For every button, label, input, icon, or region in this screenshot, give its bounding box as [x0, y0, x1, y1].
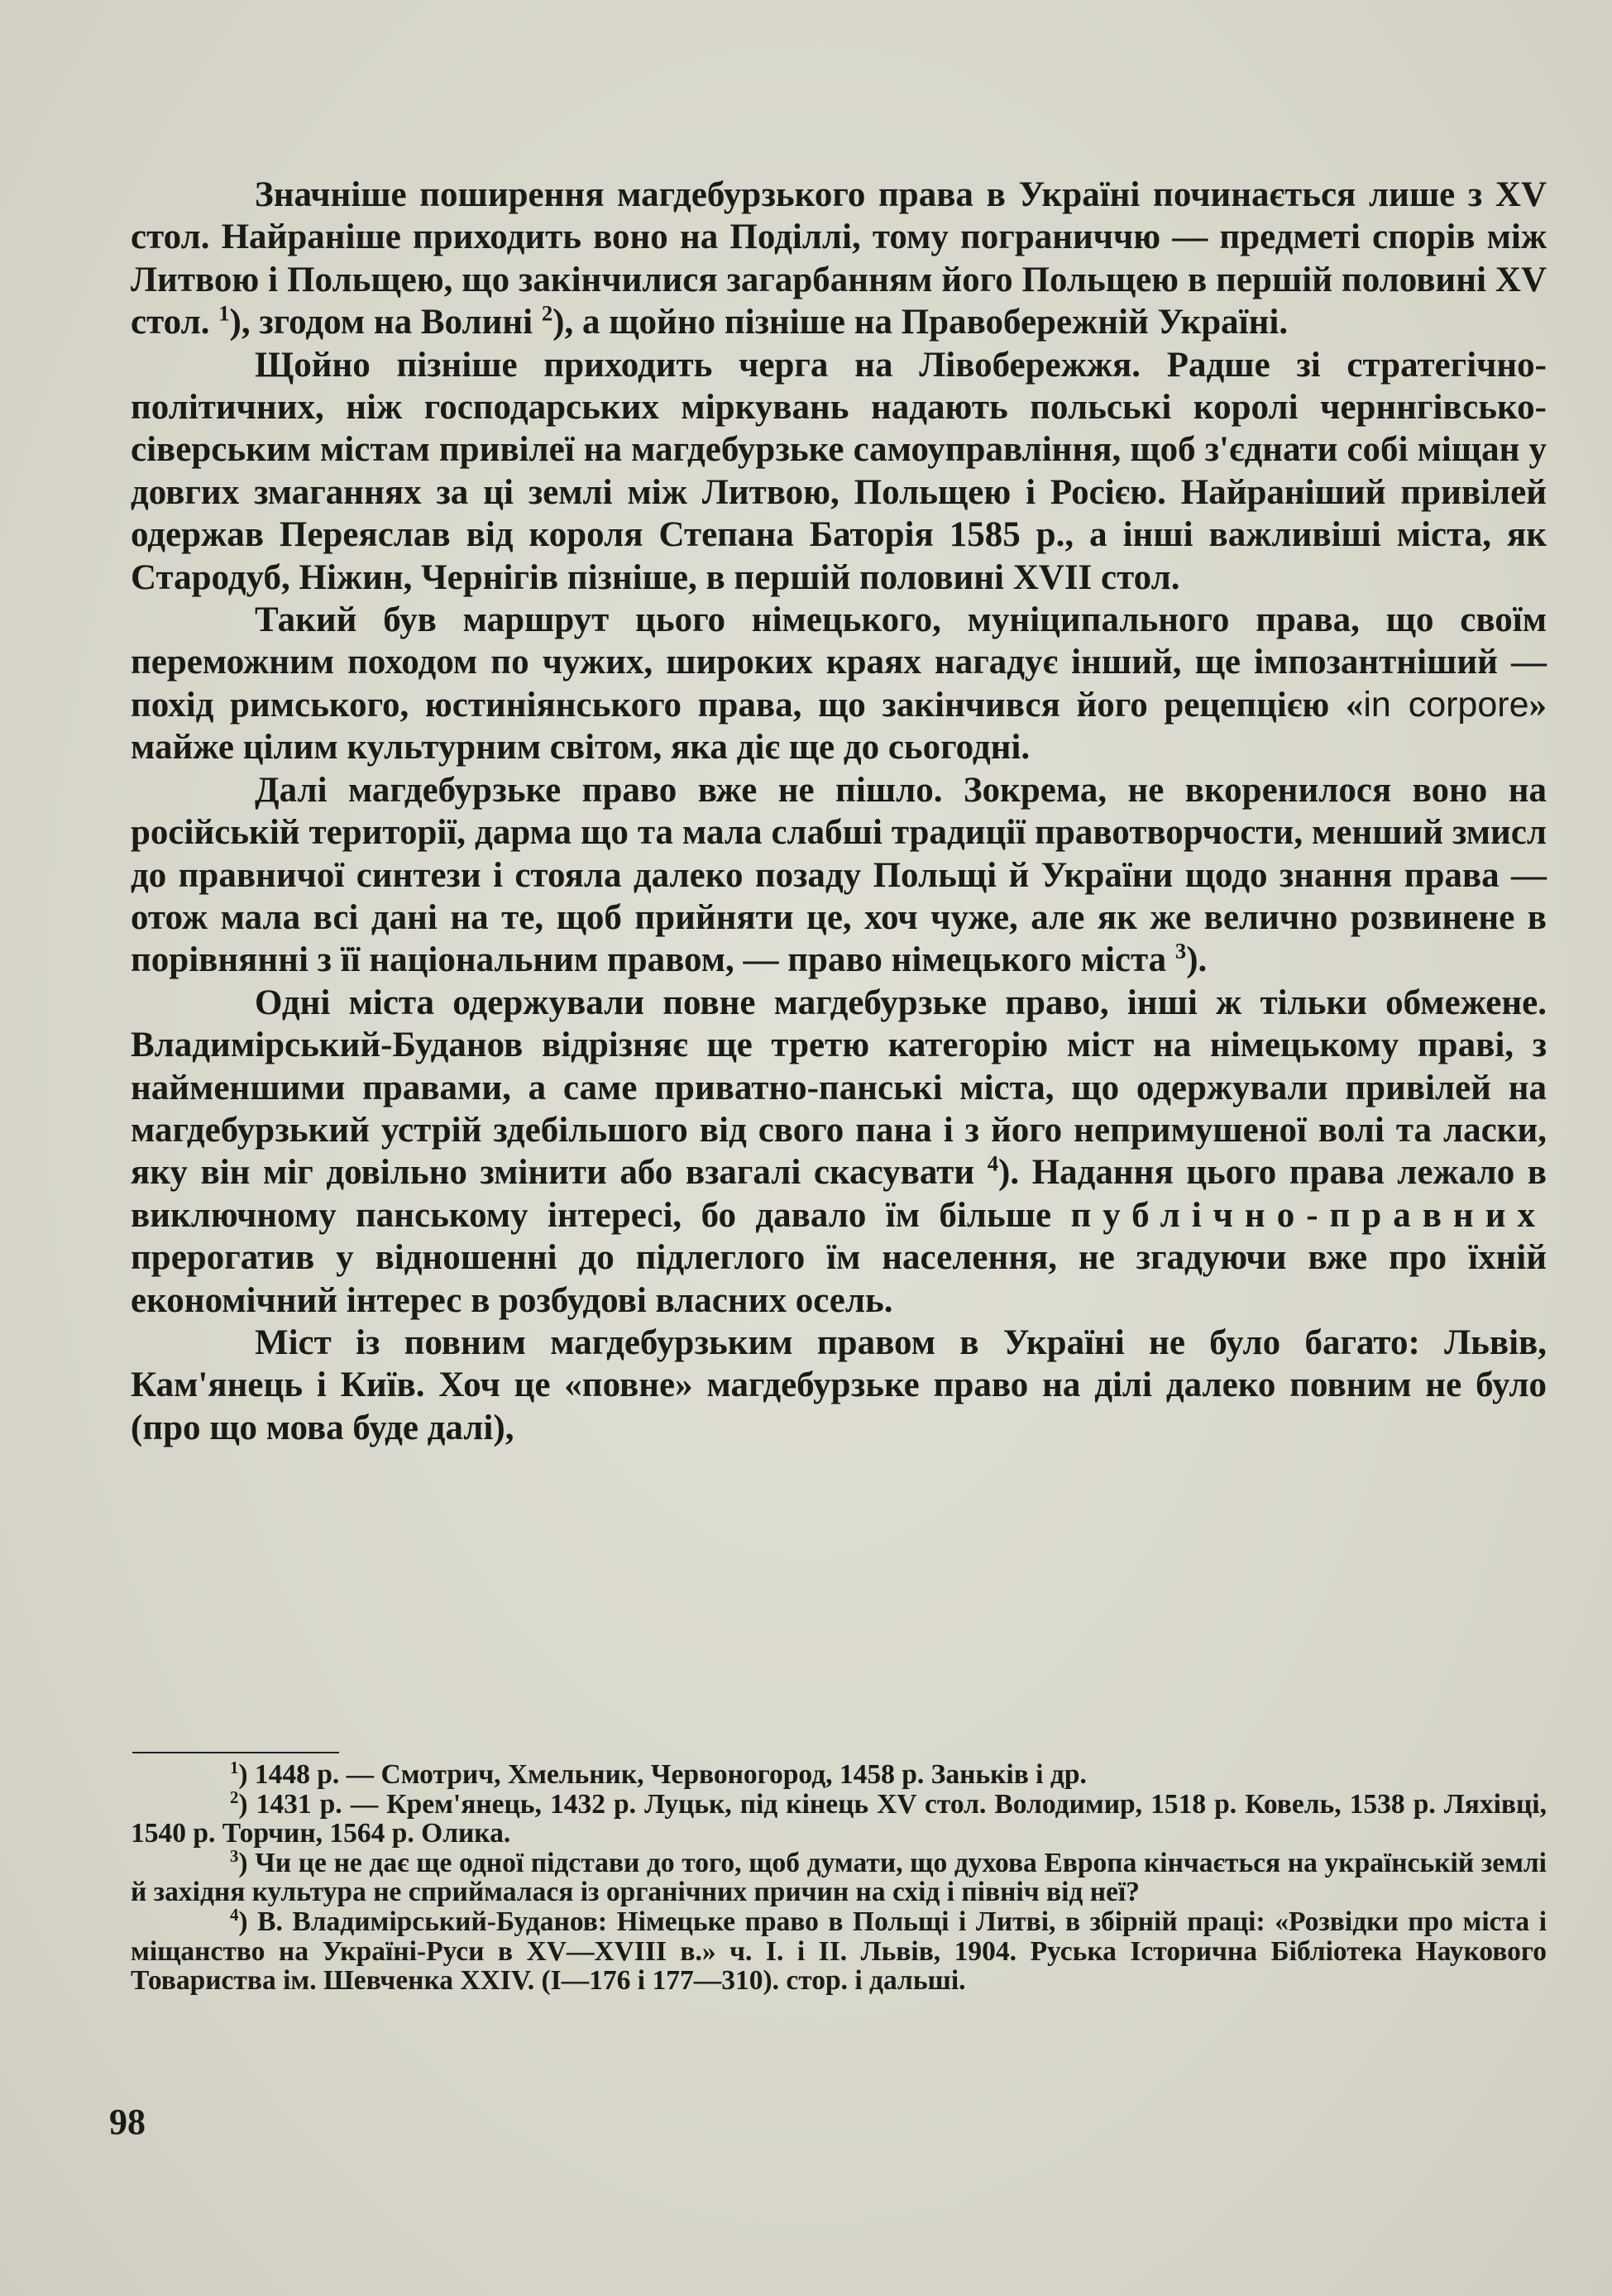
paragraph-5: Одні міста одержували повне магдебурзьке право, інші ж тільки обмежене. Владимірський-Буданов відрізняє ще третю категорію міст на німецькому праві, з найменшими правами, а саме приватно-панські міста, що одержували привілей на магдебурзький устрій здебільшого від свого пана і з його непримушеної волі та ласки, яку він міг довільно змінити або взагалі скасувати $^4$). Надання цього права лежало в виключному панському інтересі, бо давало їм більше публічно-правних прерогатив у відношенні до підлеглого їм населення, не згадуючи вже про їхній економічний інтерес в розбудові власних осель. — [131, 983, 1547, 1320]
paragraph-6: Міст із повним магдебурзьким правом в Україні не було багато: Львів, Кам'янець і Київ. Хоч це «повне» магдебурзьке право на ділі далеко повним не було (про що мова буде далі), — [131, 1323, 1547, 1447]
footnotes — [131, 1760, 1547, 1996]
footnote-divider — [132, 1752, 339, 1753]
paragraph-3: Такий був маршрут цього німецького, муніципального права, що своїм переможним походом по чужих, широких краях нагадує інший, ще імпозантніший — похід римського, юстиніянського права, що закінчився його рецепцією «in corpore» майже цілим культурним світом, яка діє ще до сьогодні. — [131, 600, 1547, 768]
paragraph-2: Щойно пізніше приходить черга на Лівобережжя. Радше зі стратегічно-політичних, ніж господарських міркувань надають польські королі черннгівсько-сіверським містам привілеї на магдебурзьке самоуправління, щоб з'єднати собі міщан у довгих змаганнях за ці землі між Литвою, Польщею і Росією. Найраніший привілей одержав Переяслав від короля Степана Баторія 1585 р., а інші важливіші міста, як Стародуб, Ніжин, Чернігів пізніше, в першій половині XVII стол. — [131, 345, 1547, 597]
footnote-ref-3: 3 — [1174, 938, 1187, 964]
footnote-1: $^1$) 1448 р. — Смотрич, Хмельник, Червоногород, 1458 р. Заньків і др. — [230, 1758, 1087, 1790]
footnote-3: $^3$) Чи це не дає ще одної підстави до того, щоб думати, що духова Европа кінчається на українській землі й західня культура не сприймалася із органічних причин на схід і північ від неї? — [131, 1846, 1547, 1908]
footnote-2: $^2$) 1431 р. — Крем'янець, 1432 р. Луцьк, під кінець XV стол. Володимир, 1518 р. Ковель, 1538 р. Ляхівці, 1540 р. Торчин, 1564 р. Олика. — [131, 1787, 1547, 1849]
paragraph-4: Далі магдебурзьке право вже не пішло. Зокрема, не вкоренилося воно на російській території, дарма що та мала слабші традиції правотворчости, менший змисл до правничої синтези і стояла далеко позаду Польщі й України щодо знання права — отож мала всі дані на те, щоб прийняти це, хоч чуже, але як же велично розвинене в порівнянні з її національним правом, — право німецького міста $^3$). — [131, 770, 1547, 980]
paragraph-1: Значніше поширення магдебурзького права в Україні починається лише з XV стол. Найраніше приходить воно на Поділлі, тому пограниччю — предметі спорів між Литвою і Польщею, що закінчилися загарбанням його Польщею в першій половині XV стол. $^1$), згодом на Волині $^2$), а щойно пізніше на Правобережній Україні. — [131, 175, 1547, 342]
page-number: 98 — [109, 2102, 146, 2142]
footnote-ref-4: 4 — [987, 1151, 999, 1177]
latin-phrase: in corpore — [1363, 684, 1529, 725]
footnote-ref-2: 2 — [541, 300, 553, 326]
spaced-emphasis: публічно-правних — [1070, 1195, 1547, 1235]
footnote-ref-1: 1 — [218, 300, 230, 326]
footnote-4: $^4$) В. Владимірський-Буданов: Німецьке право в Польщі і Литві, в збірній праці: «Розвідки про міста і міщанство на Україні-Руси в XV—XVIII в.» ч. I. і II. Львів, 1904. Руська Історична Бібліотека Наукового Товариства ім. Шевченка XXIV. (I—176 і 177—310). стор. і дальші. — [131, 1905, 1547, 1997]
main-text — [131, 174, 1547, 1449]
